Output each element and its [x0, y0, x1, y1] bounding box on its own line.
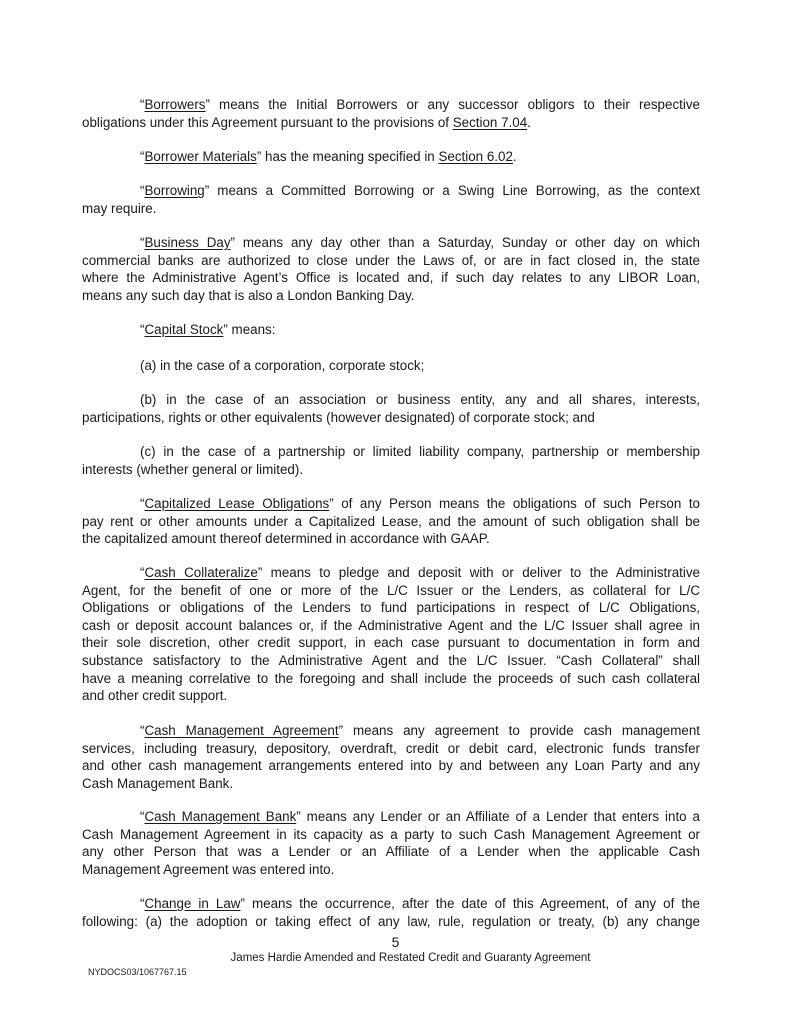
text-segment: (c) in the case of a partnership or limited liability company, partnership or membership [140, 444, 700, 459]
text-segment: any other Person that was a Lender or an Affiliate of a Lender when the applicable Cash [82, 844, 700, 860]
text-line [82, 530, 700, 548]
text-segment: “ [140, 496, 145, 511]
text-segment: and other cash management arrangements entered into by and between any Loan Party and any [82, 758, 700, 774]
text-segment: “ [140, 97, 145, 112]
text-line [82, 861, 700, 879]
text-line [82, 252, 700, 270]
definition-paragraph [82, 564, 700, 705]
text-segment: substance satisfactory to the Administrative Agent and the L/C Issuer. “Cash Collateral” shall [82, 652, 700, 668]
text-segment: following: (a) the adoption or taking effect of any law, rule, regulation or treaty, (b) any change [82, 913, 700, 929]
text-line [82, 808, 700, 826]
text-line [82, 826, 700, 844]
text-line [82, 599, 700, 617]
text-line [82, 582, 700, 600]
text-segment: “ [140, 565, 145, 580]
text-segment: commercial banks are authorized to close under the Laws of, or are in fact closed in, the state [82, 252, 700, 268]
page-number: 5 [391, 934, 400, 950]
definition-paragraph [82, 443, 700, 478]
text-line [82, 461, 700, 479]
text-line [82, 670, 700, 688]
text-line [82, 287, 700, 305]
defined-term: Cash Management Agreement [144, 723, 339, 738]
defined-term: Cash Management Bank [144, 809, 297, 824]
text-segment: their sole discretion, other credit support, in each case pursuant to documentation in form and [82, 635, 700, 651]
text-segment: ” means any day other than a Saturday, Sunday or other day on which [230, 235, 701, 250]
definition-paragraph [82, 234, 700, 304]
text-segment: ” means the occurrence, after the date of this Agreement, of any of the [240, 896, 700, 911]
definition-paragraph [82, 357, 700, 375]
text-line [82, 357, 700, 375]
document-id: NYDOCS03/1067767.15 [88, 967, 187, 977]
text-segment: ” means the Initial Borrowers or any successor obligors to their respective [205, 97, 700, 112]
text-segment: interests (whether general or limited). [82, 461, 304, 477]
defined-term: Capitalized Lease Obligations [144, 496, 330, 511]
text-line [82, 843, 700, 861]
text-segment: where the Administrative Agent’s Office is located and, if such day relates to any LIBOR Loan, [82, 270, 700, 286]
text-segment: Agent, for the benefit of one or more of the L/C Issuer or the Lenders, as collateral for L/C [82, 582, 700, 598]
text-line [82, 634, 700, 652]
defined-term: Capital Stock [144, 322, 224, 337]
text-segment: “ [140, 322, 145, 337]
defined-term: Business Day [144, 235, 231, 250]
definition-paragraph [82, 722, 700, 792]
text-line [82, 443, 700, 461]
section-reference: Section 6.02 [438, 149, 513, 164]
definition-paragraph [82, 391, 700, 426]
defined-term: Borrowing [144, 183, 205, 198]
text-segment: “ [140, 809, 145, 824]
text-segment: ” of any Person means the obligations of such Person to [329, 496, 700, 511]
text-line [82, 409, 700, 427]
text-segment: Cash Management Bank. [82, 775, 234, 791]
text-line [82, 495, 700, 513]
text-line [82, 564, 700, 582]
text-segment: “ [140, 896, 145, 911]
section-reference: Section 7.04 [452, 114, 528, 130]
text-line [82, 391, 700, 409]
text-segment: obligations under this Agreement pursuant to the provisions of [82, 114, 453, 130]
text-line [82, 913, 700, 931]
definition-paragraph [82, 808, 700, 878]
text-segment: Management Agreement was entered into. [82, 861, 335, 877]
defined-term: Borrower Materials [144, 149, 257, 164]
text-segment: ” means any agreement to provide cash management [338, 723, 700, 738]
text-segment: . [512, 149, 517, 164]
text-line [82, 617, 700, 635]
text-segment: ” means to pledge and deposit with or deliver to the Administrative [257, 565, 700, 580]
text-segment: . [527, 114, 531, 130]
text-line [82, 652, 700, 670]
text-line [82, 234, 700, 252]
text-line [82, 895, 700, 913]
definition-paragraph [82, 895, 700, 930]
defined-term: Change in Law [144, 896, 241, 911]
text-segment: “ [140, 183, 145, 198]
text-line [82, 775, 700, 793]
text-segment: ” means: [223, 322, 276, 337]
definition-paragraph [82, 182, 700, 217]
definition-paragraph [82, 148, 700, 166]
text-segment: (b) in the case of an association or business entity, any and all shares, interests, [140, 392, 700, 407]
text-line [82, 114, 700, 132]
text-line [82, 182, 700, 200]
text-line [82, 740, 700, 758]
text-line [82, 687, 700, 705]
footer-title: James Hardie Amended and Restated Credit and Guaranty Agreement [230, 952, 591, 964]
text-line [82, 757, 700, 775]
text-line [82, 269, 700, 287]
text-segment: “ [140, 235, 145, 250]
text-segment: Obligations or obligations of the Lenders to fund participations in respect of L/C Obligations, [82, 600, 700, 616]
text-segment: ” means any Lender or an Affiliate of a Lender that enters into a [296, 809, 700, 824]
text-segment: the capitalized amount thereof determined in accordance with GAAP. [82, 531, 490, 547]
text-line [82, 148, 700, 166]
text-segment: participations, rights or other equivalents (however designated) of corporate stock; and [82, 409, 595, 425]
text-line [82, 96, 700, 114]
text-segment: (a) in the case of a corporation, corporate stock; [140, 358, 425, 373]
text-segment: “ [140, 723, 145, 738]
definition-paragraph [82, 495, 700, 548]
text-line [82, 321, 700, 339]
text-segment: have a meaning correlative to the foregoing and shall include the proceeds of such cash collateral [82, 670, 700, 686]
text-segment: ” has the meaning specified in [256, 149, 439, 164]
text-segment: pay rent or other amounts under a Capitalized Lease, and the amount of such obligation shall be [82, 513, 700, 529]
text-line [82, 513, 700, 531]
text-line [82, 200, 700, 218]
text-segment: “ [140, 149, 145, 164]
text-segment: cash or deposit account balances or, if the Administrative Agent and the L/C Issuer shall agree in [82, 617, 700, 633]
text-segment: ” means a Committed Borrowing or a Swing Line Borrowing, as the context [204, 183, 700, 198]
definition-paragraph [82, 96, 700, 131]
definition-paragraph [82, 321, 700, 339]
text-line [82, 722, 700, 740]
text-segment: services, including treasury, depository, overdraft, credit or debit card, electronic funds transfer [82, 740, 700, 756]
text-segment: Cash Management Agreement in its capacity as a party to such Cash Management Agreement or [82, 826, 700, 842]
text-segment: means any such day that is also a London Banking Day. [82, 287, 415, 303]
text-segment: and other credit support. [82, 688, 228, 704]
text-segment: may require. [82, 200, 157, 216]
defined-term: Cash Collateralize [144, 565, 258, 580]
defined-term: Borrowers [144, 97, 206, 112]
